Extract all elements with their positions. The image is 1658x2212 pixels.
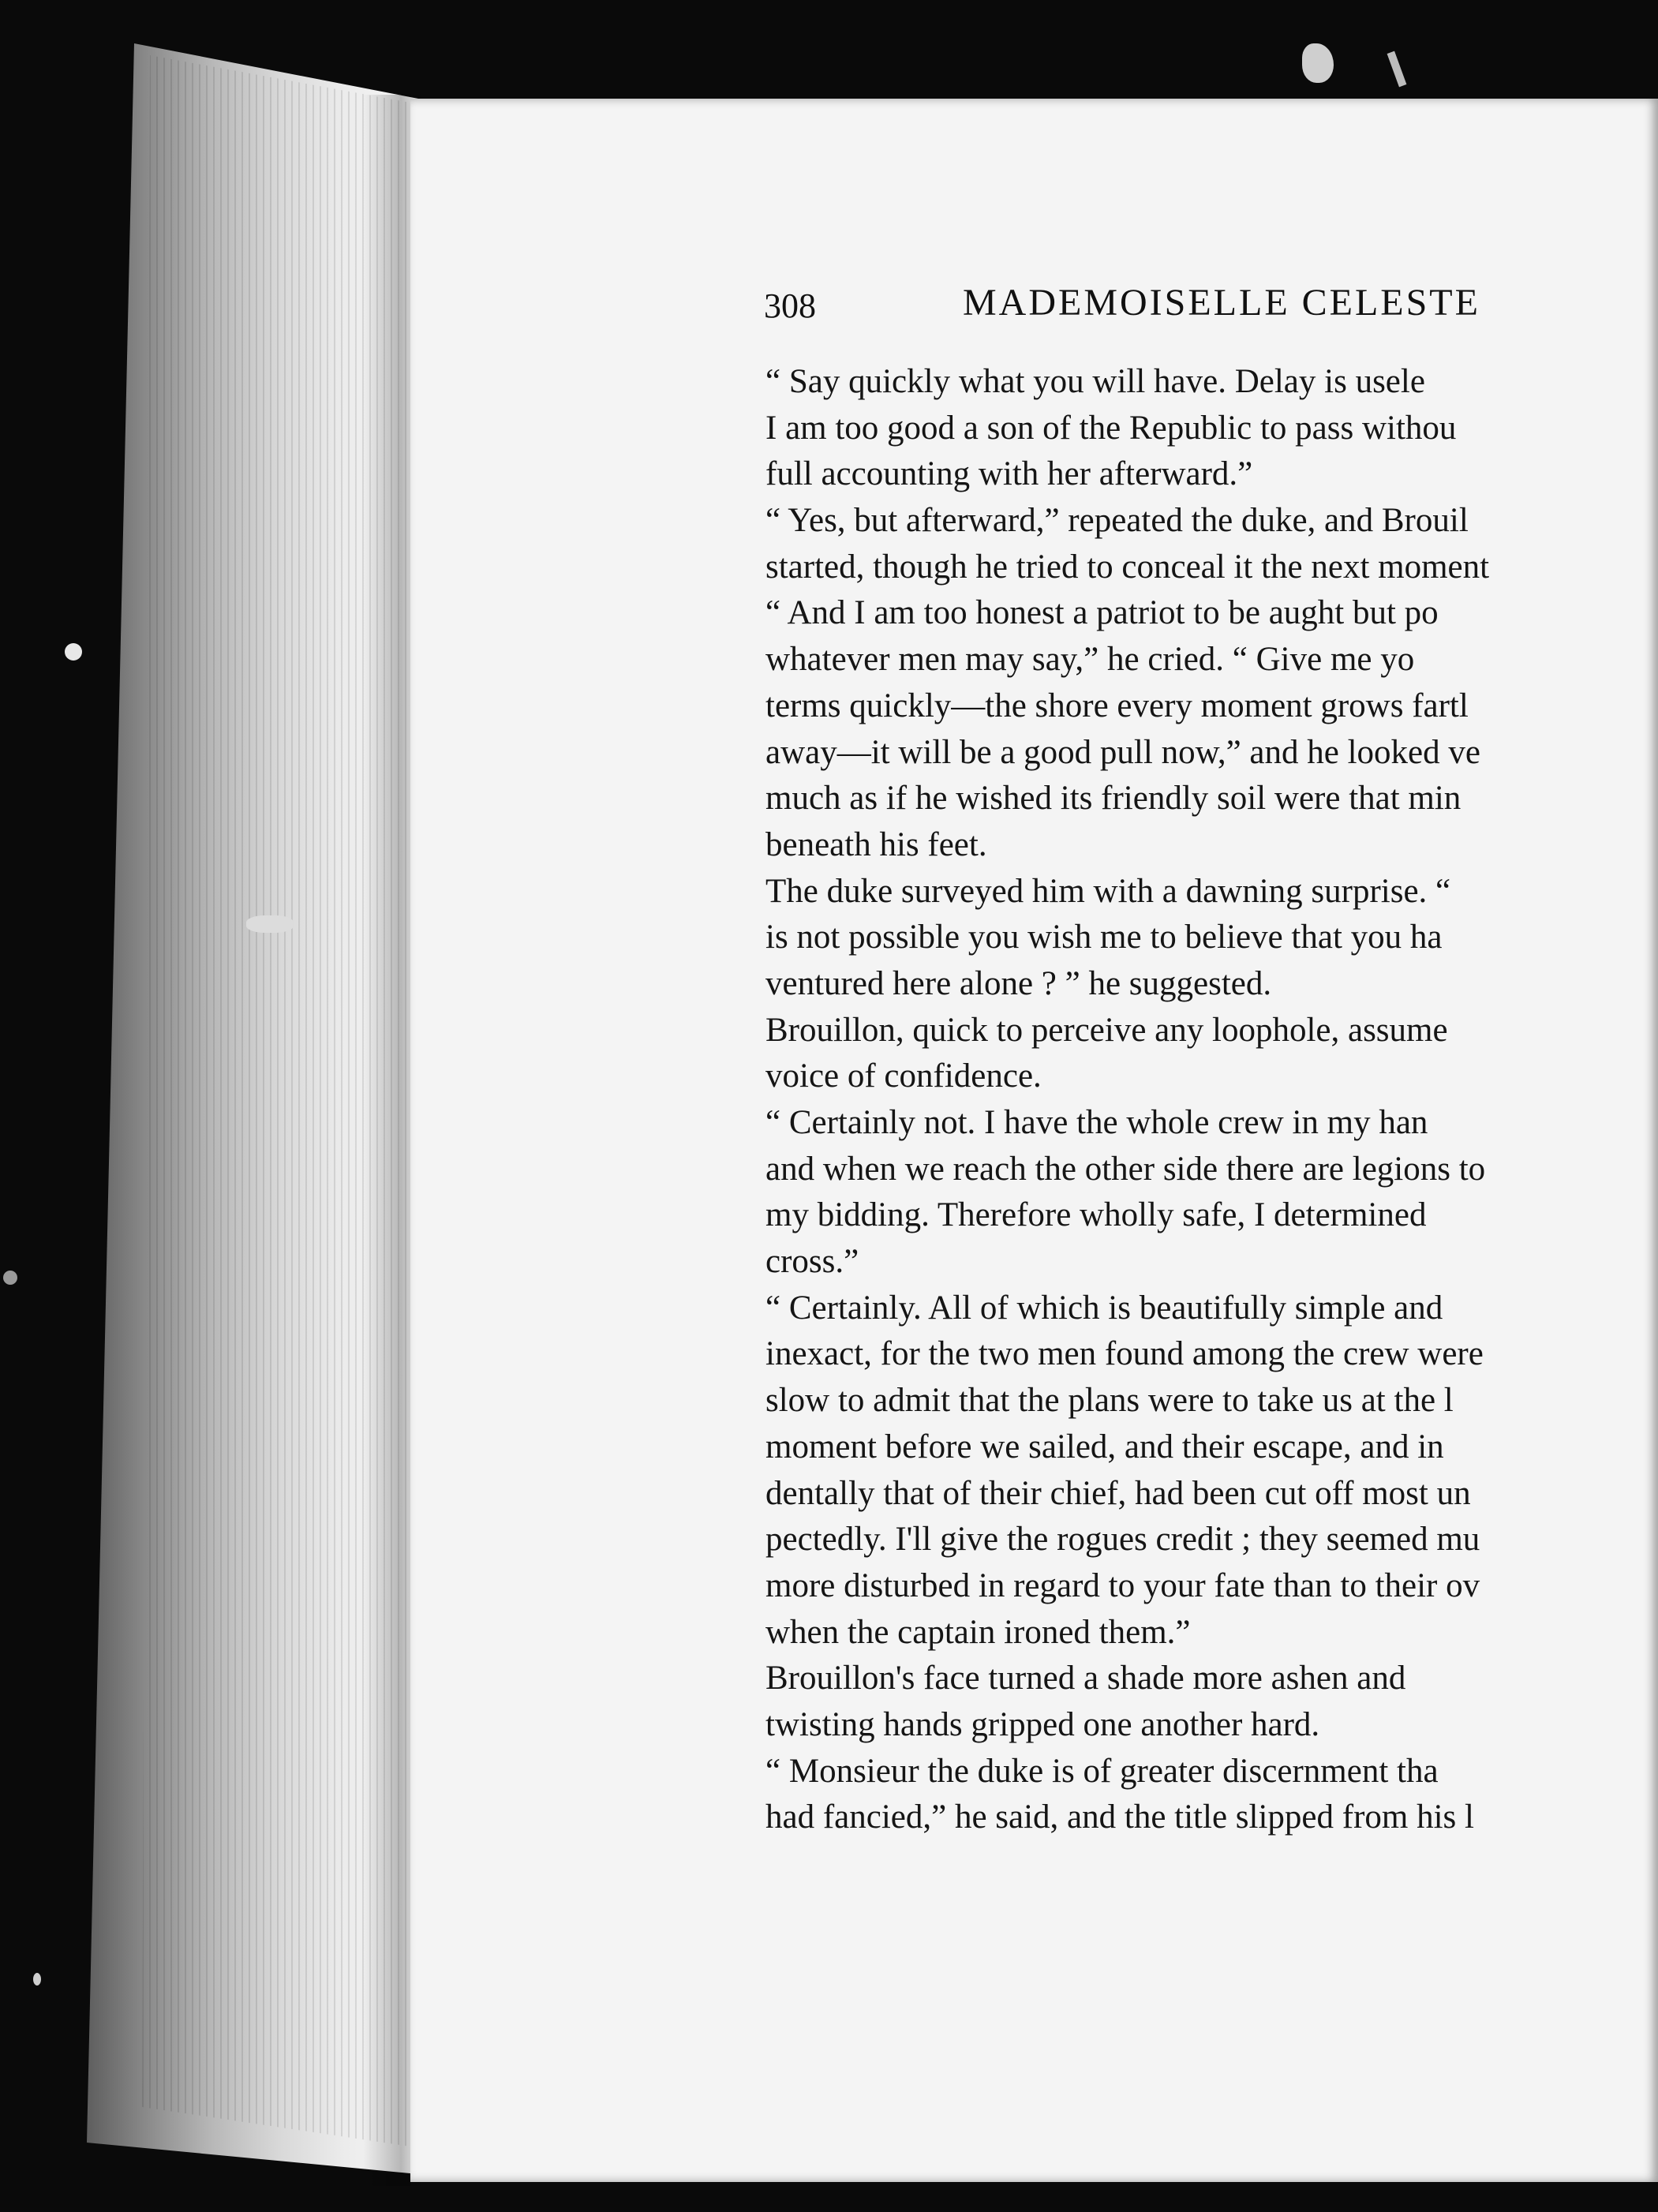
text-line: “ Certainly not. I have the whole crew in my han	[765, 1104, 1428, 1141]
text-line: “ Certainly. All of which is beautifully simple and	[765, 1289, 1443, 1327]
scan-artifact	[1302, 43, 1334, 83]
text-line: I am too good a son of the Republic to pass withou	[765, 409, 1457, 447]
dust-speck	[3, 1271, 17, 1285]
dust-speck	[33, 1973, 41, 1986]
text-line: twisting hands gripped one another hard.	[765, 1705, 1320, 1743]
dust-speck	[246, 915, 294, 933]
running-title: MADEMOISELLE CELESTE	[963, 282, 1480, 324]
text-line: Brouillon, quick to perceive any loophole, assume	[765, 1011, 1448, 1049]
text-line: pectedly. I'll give the rogues credit ; they seemed mu	[765, 1521, 1480, 1559]
text-line: ventured here alone ? ” he suggested.	[765, 964, 1272, 1002]
text-line: had fancied,” he said, and the title slipped from his l	[765, 1798, 1474, 1836]
text-line: The duke surveyed him with a dawning surprise. “	[765, 872, 1451, 910]
text-line: more disturbed in regard to your fate than to their ov	[765, 1566, 1480, 1604]
text-line: “ Yes, but afterward,” repeated the duke, and Brouil	[765, 502, 1469, 540]
dust-speck	[65, 643, 82, 661]
text-line: whatever men may say,” he cried. “ Give me yo	[765, 641, 1415, 679]
text-line: my bidding. Therefore wholly safe, I determined	[765, 1196, 1427, 1234]
text-line: started, though he tried to conceal it the next moment	[765, 548, 1490, 586]
text-line: and when we reach the other side there are legions to	[765, 1150, 1486, 1188]
text-line: is not possible you wish me to believe that you ha	[765, 919, 1443, 956]
text-line: when the captain ironed them.”	[765, 1613, 1191, 1651]
body-text	[765, 359, 1658, 1937]
text-line: “ Monsieur the duke is of greater discernment tha	[765, 1752, 1439, 1790]
text-line: much as if he wished its friendly soil were that min	[765, 780, 1462, 818]
page-header	[764, 281, 1658, 336]
text-line: Brouillon's face turned a shade more ashen and	[765, 1660, 1406, 1697]
text-line: slow to admit that the plans were to take us at the l	[765, 1382, 1454, 1420]
text-line: away—it will be a good pull now,” and he looked ve	[765, 733, 1480, 771]
text-line: “ And I am too honest a patriot to be aught but po	[765, 594, 1439, 632]
text-line: voice of confidence.	[765, 1057, 1042, 1095]
text-line: dentally that of their chief, had been cut off most un	[765, 1474, 1471, 1512]
text-line: cross.”	[765, 1243, 859, 1281]
text-line: terms quickly—the shore every moment grows fartl	[765, 687, 1469, 724]
text-line: beneath his feet.	[765, 825, 987, 863]
text-line: full accounting with her afterward.”	[765, 455, 1253, 493]
text-line: “ Say quickly what you will have. Delay is usele	[765, 363, 1425, 400]
text-line: inexact, for the two men found among the crew were	[765, 1335, 1484, 1373]
page-number: 308	[764, 286, 816, 325]
scan-artifact	[1387, 51, 1407, 88]
text-line: moment before we sailed, and their escape, and in	[765, 1428, 1444, 1465]
